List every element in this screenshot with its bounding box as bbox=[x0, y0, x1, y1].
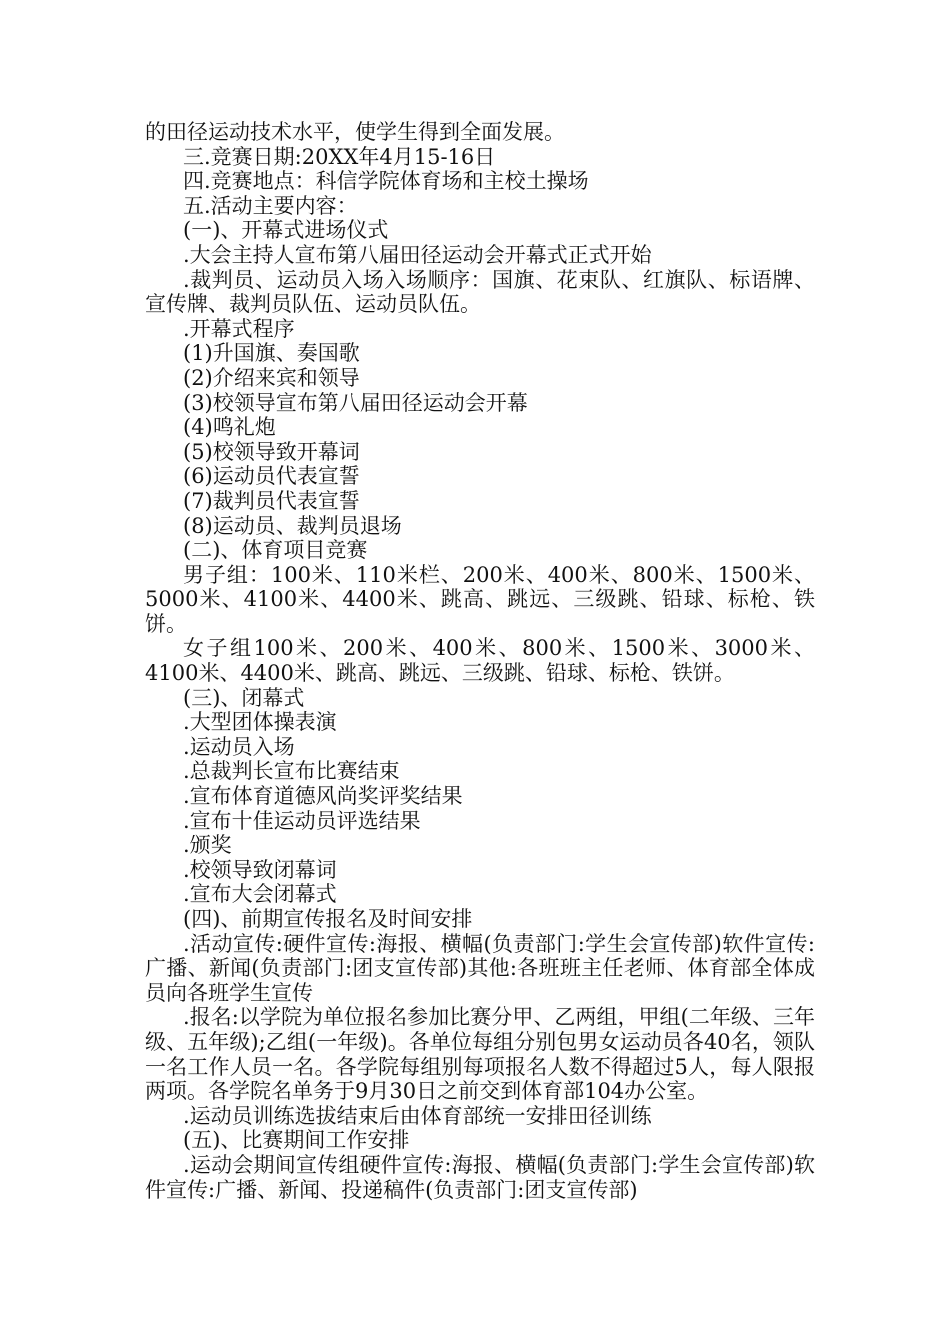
subsection-heading: (五)、比赛期间工作安排 bbox=[183, 1128, 410, 1153]
list-item: .宣布十佳运动员评选结果 bbox=[183, 808, 421, 833]
list-item: .宣布体育道德风尚奖评奖结果 bbox=[183, 784, 463, 809]
list-item: .裁判员、运动员入场入场顺序：国旗、花束队、红旗队、标语牌、宣传牌、裁判员队伍、运动员队伍。 bbox=[145, 267, 815, 317]
list-item: (7)裁判员代表宣誓 bbox=[183, 488, 360, 513]
section-heading: 四.竞赛地点：科信学院体育场和主校土操场 bbox=[183, 169, 589, 194]
list-item: .运动员训练选拔结束后由体育部统一安排田径训练 bbox=[183, 1103, 652, 1128]
section-heading: 五.活动主要内容： bbox=[183, 193, 358, 218]
subsection-heading: (二)、体育项目竞赛 bbox=[183, 538, 368, 563]
paragraph: .报名:以学院为单位报名参加比赛分甲、乙两组，甲组(二年级、三年级、五年级);乙组(一年级)。各单位每组分别包男女运动员各40名，领队一名工作人员一名。各学院每组别每项报名人数不得超过5人，每人限报两项。各学院名单务于9月30日之前交到体育部104办公室。 bbox=[145, 1005, 815, 1104]
list-item: (3)校领导宣布第八届田径运动会开幕 bbox=[183, 390, 528, 415]
list-item: .运动员入场 bbox=[183, 734, 295, 759]
section-heading: 三.竞赛日期:20XX年4月15-16日 bbox=[183, 144, 496, 169]
list-item: (6)运动员代表宣誓 bbox=[183, 464, 360, 489]
list-item: .开幕式程序 bbox=[183, 316, 295, 341]
document-page bbox=[145, 120, 815, 1202]
paragraph: 的田径运动技术水平，使学生得到全面发展。 bbox=[145, 120, 565, 144]
list-item: .大型团体操表演 bbox=[183, 710, 337, 735]
subsection-heading: (三)、闭幕式 bbox=[183, 685, 305, 710]
list-item: .大会主持人宣布第八届田径运动会开幕式正式开始 bbox=[183, 242, 652, 267]
list-item: .颁奖 bbox=[183, 833, 232, 858]
subsection-heading: (一)、开幕式进场仪式 bbox=[183, 218, 389, 243]
paragraph: .活动宣传:硬件宣传:海报、横幅(负责部门:学生会宣传部)软件宣传:广播、新闻(负责部门:团支宣传部)其他:各班班主任老师、体育部全体成员向各班学生宣传 bbox=[145, 931, 815, 1005]
list-item: .总裁判长宣布比赛结束 bbox=[183, 759, 400, 784]
paragraph: 女子组100米、200米、400米、800米、1500米、3000米、4100米、4400米、跳高、跳远、三级跳、铅球、标枪、铁饼。 bbox=[145, 636, 815, 686]
list-item: .宣布大会闭幕式 bbox=[183, 882, 337, 907]
list-item: (4)鸣礼炮 bbox=[183, 415, 276, 440]
subsection-heading: (四)、前期宣传报名及时间安排 bbox=[183, 907, 473, 931]
list-item: (1)升国旗、奏国歌 bbox=[183, 341, 360, 366]
paragraph: .运动会期间宣传组硬件宣传:海报、横幅(负责部门:学生会宣传部)软件宣传:广播、新闻、投递稿件(负责部门:团支宣传部) bbox=[145, 1152, 815, 1202]
list-item: (2)介绍来宾和领导 bbox=[183, 365, 360, 390]
list-item: (5)校领导致开幕词 bbox=[183, 439, 360, 464]
list-item: .校领导致闭幕词 bbox=[183, 857, 337, 882]
paragraph: 男子组：100米、110米栏、200米、400米、800米、1500米、5000米、4100米、4400米、跳高、跳远、三级跳、铅球、标枪、铁饼。 bbox=[145, 562, 815, 636]
list-item: (8)运动员、裁判员退场 bbox=[183, 513, 402, 538]
